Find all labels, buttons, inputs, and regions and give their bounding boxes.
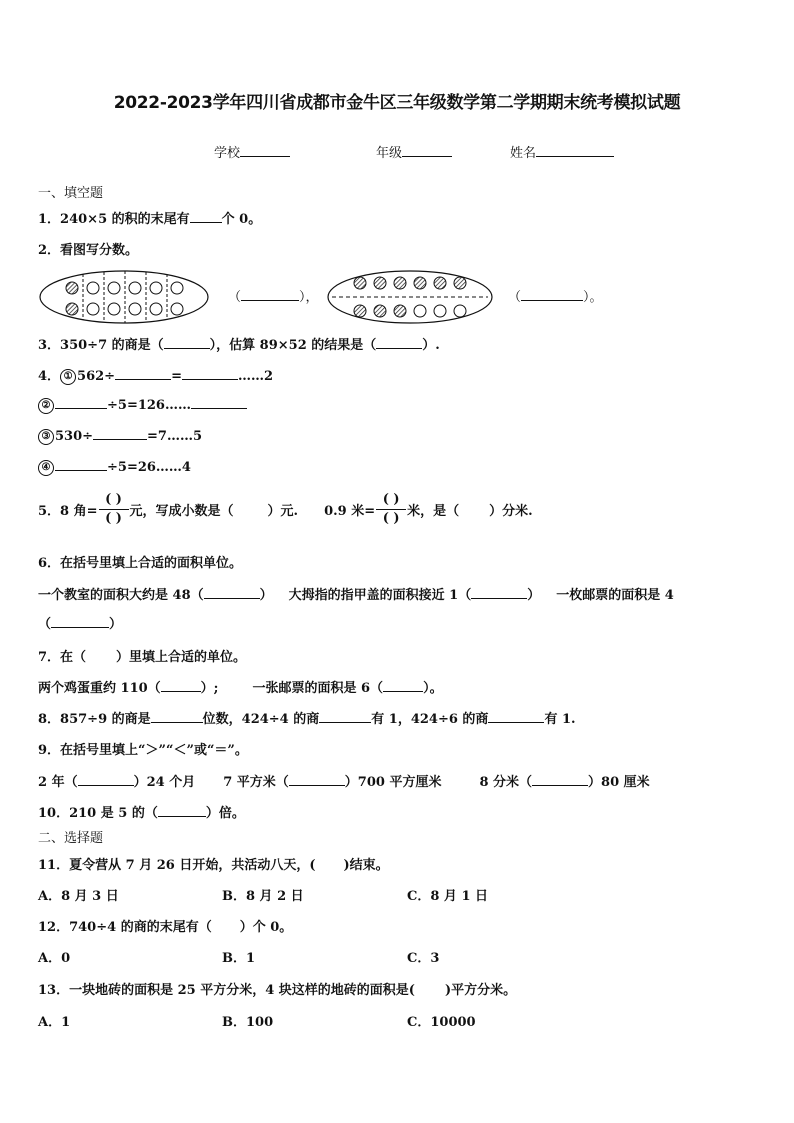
q1-text: 1．240×5 的积的末尾有 bbox=[38, 212, 190, 227]
q5-numerator-1: ( ) bbox=[105, 492, 122, 507]
q5-denominator-2: ( ) bbox=[382, 511, 400, 526]
q9-text-f: ）80 厘米 bbox=[588, 775, 650, 790]
q3-blank-1[interactable] bbox=[164, 336, 210, 349]
q8-blank-3[interactable] bbox=[488, 710, 544, 723]
grade-label: 年级 bbox=[376, 146, 403, 161]
name-label: 姓名 bbox=[510, 146, 537, 161]
q11-text-a: 11．夏令营从 7 月 26 日开始，共活动八天，( bbox=[38, 858, 316, 873]
question-13 bbox=[38, 979, 516, 998]
q12-text-b: ）个 0。 bbox=[239, 920, 293, 935]
q7-line bbox=[38, 677, 443, 696]
q4-l1-text-c: ……2 bbox=[237, 369, 274, 384]
q6-line-1 bbox=[38, 584, 674, 603]
q4-l1-text-a: 562÷ bbox=[77, 369, 116, 384]
question-4-line-4 bbox=[38, 458, 191, 476]
q12-option-c[interactable]: C．3 bbox=[407, 951, 440, 966]
q3-text-b: ），估算 89×52 的结果是（ bbox=[209, 338, 377, 353]
q2-paren-open-1: （ bbox=[228, 290, 242, 305]
circle-1-icon: ① bbox=[60, 369, 76, 385]
q9-text-c: 7 平方米（ bbox=[223, 775, 289, 790]
q2-paren-close-1: ）， bbox=[299, 290, 319, 305]
question-8 bbox=[38, 708, 576, 727]
q11-option-a[interactable]: A．8 月 3 日 bbox=[38, 889, 119, 904]
q9-blank-3[interactable] bbox=[532, 773, 588, 786]
q7-text-c: 两个鸡蛋重约 110（ bbox=[38, 681, 161, 696]
q6-blank-1[interactable] bbox=[204, 586, 260, 599]
q12-option-a[interactable]: A．0 bbox=[38, 951, 71, 966]
q4-l4-blank[interactable] bbox=[55, 458, 107, 471]
question-7 bbox=[38, 646, 246, 665]
q1-answer-blank[interactable] bbox=[190, 210, 222, 223]
page-title: 2022-2023学年四川省成都市金牛区三年级数学第二学期期末统考模拟试题 bbox=[113, 93, 681, 113]
q9-blank-1[interactable] bbox=[78, 773, 134, 786]
q10-text-b: ）倍。 bbox=[205, 806, 245, 821]
q5-text-e: 米，是（ bbox=[407, 504, 460, 519]
q6-text-c: 大拇指的指甲盖的面积接近 1（ bbox=[288, 588, 472, 603]
q2-answer-1[interactable] bbox=[228, 286, 319, 305]
question-12 bbox=[38, 916, 292, 935]
q3-blank-2[interactable] bbox=[376, 336, 422, 349]
q4-l3-text-b: =7……5 bbox=[147, 429, 203, 444]
question-3 bbox=[38, 334, 440, 353]
q4-l3-blank[interactable] bbox=[93, 427, 147, 440]
q4-l1-text-b: = bbox=[171, 369, 182, 384]
circle-2-icon: ② bbox=[38, 398, 54, 414]
q8-text-c: 有 1，424÷6 的商 bbox=[371, 712, 489, 727]
q6-text-d: ） bbox=[527, 588, 541, 603]
q7-text-b: ）里填上合适的单位。 bbox=[116, 650, 247, 665]
q6-text-e: 一枚邮票的面积是 4 bbox=[556, 588, 674, 603]
q5-text-d: 0.9 米= bbox=[324, 504, 376, 519]
q3-text-a: 3．350÷7 的商是（ bbox=[38, 338, 164, 353]
q6-text-a: 一个教室的面积大约是 48（ bbox=[38, 588, 204, 603]
q5-fraction-1[interactable] bbox=[99, 492, 129, 527]
q13-text-a: 13．一块地砖的面积是 25 平方分米，4 块这样的地砖的面积是( bbox=[38, 983, 415, 998]
q2-figure-1 bbox=[38, 268, 210, 326]
question-6: 6．在括号里填上合适的面积单位。 bbox=[38, 556, 243, 571]
q7-text-f: ）。 bbox=[423, 681, 443, 696]
q7-text-d: ）; bbox=[200, 681, 219, 696]
q2-paren-open-2: （ bbox=[508, 290, 522, 305]
q5-numerator-2: ( ) bbox=[382, 492, 400, 507]
q6-text-g: ） bbox=[109, 617, 123, 632]
q11-option-b[interactable]: B．8 月 2 日 bbox=[222, 889, 304, 904]
q5-text-b: 元，写成小数是（ bbox=[129, 504, 234, 519]
q3-text-c: ）. bbox=[422, 338, 440, 353]
q6-blank-2[interactable] bbox=[471, 586, 527, 599]
circle-3-icon: ③ bbox=[38, 429, 54, 445]
q6-blank-3[interactable] bbox=[51, 615, 109, 628]
q13-option-b[interactable]: B．100 bbox=[222, 1015, 274, 1030]
q5-denominator-1: ( ) bbox=[105, 511, 122, 526]
q6-text-f: （ bbox=[38, 617, 52, 632]
question-10 bbox=[38, 802, 245, 821]
q8-blank-2[interactable] bbox=[319, 710, 371, 723]
section-fill: 一、填空题 bbox=[38, 186, 104, 201]
school-field[interactable] bbox=[214, 142, 290, 161]
q2-figure-2 bbox=[326, 268, 494, 326]
q6-line-2 bbox=[38, 613, 122, 632]
q13-option-c[interactable]: C．10000 bbox=[407, 1015, 476, 1030]
q4-l1-blank-1[interactable] bbox=[115, 367, 171, 380]
q5-text-f: ）分米. bbox=[489, 504, 533, 519]
q8-text-b: 位数，424÷4 的商 bbox=[202, 712, 320, 727]
q4-l1-blank-2[interactable] bbox=[182, 367, 238, 380]
section-choice: 二、选择题 bbox=[38, 831, 104, 846]
q10-blank[interactable] bbox=[158, 804, 206, 817]
q12-option-b[interactable]: B．1 bbox=[222, 951, 256, 966]
question-4-line-1 bbox=[38, 365, 273, 385]
circle-4-icon: ④ bbox=[38, 460, 54, 476]
q9-text-d: ）700 平方厘米 bbox=[344, 775, 442, 790]
q7-blank-1[interactable] bbox=[161, 679, 201, 692]
name-field[interactable] bbox=[510, 142, 614, 161]
question-4-line-3 bbox=[38, 427, 202, 445]
q5-text-a: 5．8 角= bbox=[38, 504, 98, 519]
question-2: 2．看图写分数。 bbox=[38, 243, 139, 258]
q1-text-end: 个 0。 bbox=[221, 212, 262, 227]
q7-text-a: 7．在（ bbox=[38, 650, 87, 665]
q9-text-a: 2 年（ bbox=[38, 775, 78, 790]
q6-text-b: ） bbox=[259, 588, 273, 603]
q8-blank-1[interactable] bbox=[151, 710, 203, 723]
q8-text-d: 有 1. bbox=[544, 712, 576, 727]
q11-text-b: )结束。 bbox=[343, 858, 389, 873]
question-1 bbox=[38, 208, 261, 227]
q9-text-e: 8 分米（ bbox=[479, 775, 533, 790]
q2-paren-close-2: ）。 bbox=[583, 290, 603, 305]
question-11 bbox=[38, 854, 389, 873]
question-9: 9．在括号里填上“＞”“＜”或“＝”。 bbox=[38, 743, 248, 758]
q13-option-a[interactable]: A．1 bbox=[38, 1015, 71, 1030]
q4-l2-blank-2[interactable] bbox=[191, 396, 247, 409]
question-4-line-2 bbox=[38, 396, 247, 414]
q8-text-a: 8．857÷9 的商是 bbox=[38, 712, 151, 727]
q5-fraction-2[interactable] bbox=[376, 492, 406, 527]
q7-text-e: 一张邮票的面积是 6（ bbox=[252, 681, 384, 696]
q9-line bbox=[38, 771, 650, 790]
q5-text-c: ）元. bbox=[267, 504, 299, 519]
q4-l2-blank-1[interactable] bbox=[55, 396, 107, 409]
q9-blank-2[interactable] bbox=[289, 773, 345, 786]
q10-text-a: 10．210 是 5 的（ bbox=[38, 806, 158, 821]
q9-text-b: ）24 个月 bbox=[133, 775, 196, 790]
q4-l3-text-a: 530÷ bbox=[55, 429, 94, 444]
q4-l4-text: ÷5=26……4 bbox=[107, 460, 191, 475]
question-5 bbox=[38, 492, 533, 527]
q4-l2-text: ÷5=126…… bbox=[107, 398, 191, 413]
q11-option-c[interactable]: C．8 月 1 日 bbox=[407, 889, 489, 904]
q12-text-a: 12．740÷4 的商的末尾有（ bbox=[38, 920, 212, 935]
q2-answer-2[interactable] bbox=[508, 286, 603, 305]
q4-number: 4． bbox=[38, 369, 61, 384]
grade-field[interactable] bbox=[376, 142, 452, 161]
q7-blank-2[interactable] bbox=[383, 679, 423, 692]
school-label: 学校 bbox=[214, 146, 241, 161]
q13-text-b: )平方分米。 bbox=[444, 983, 517, 998]
